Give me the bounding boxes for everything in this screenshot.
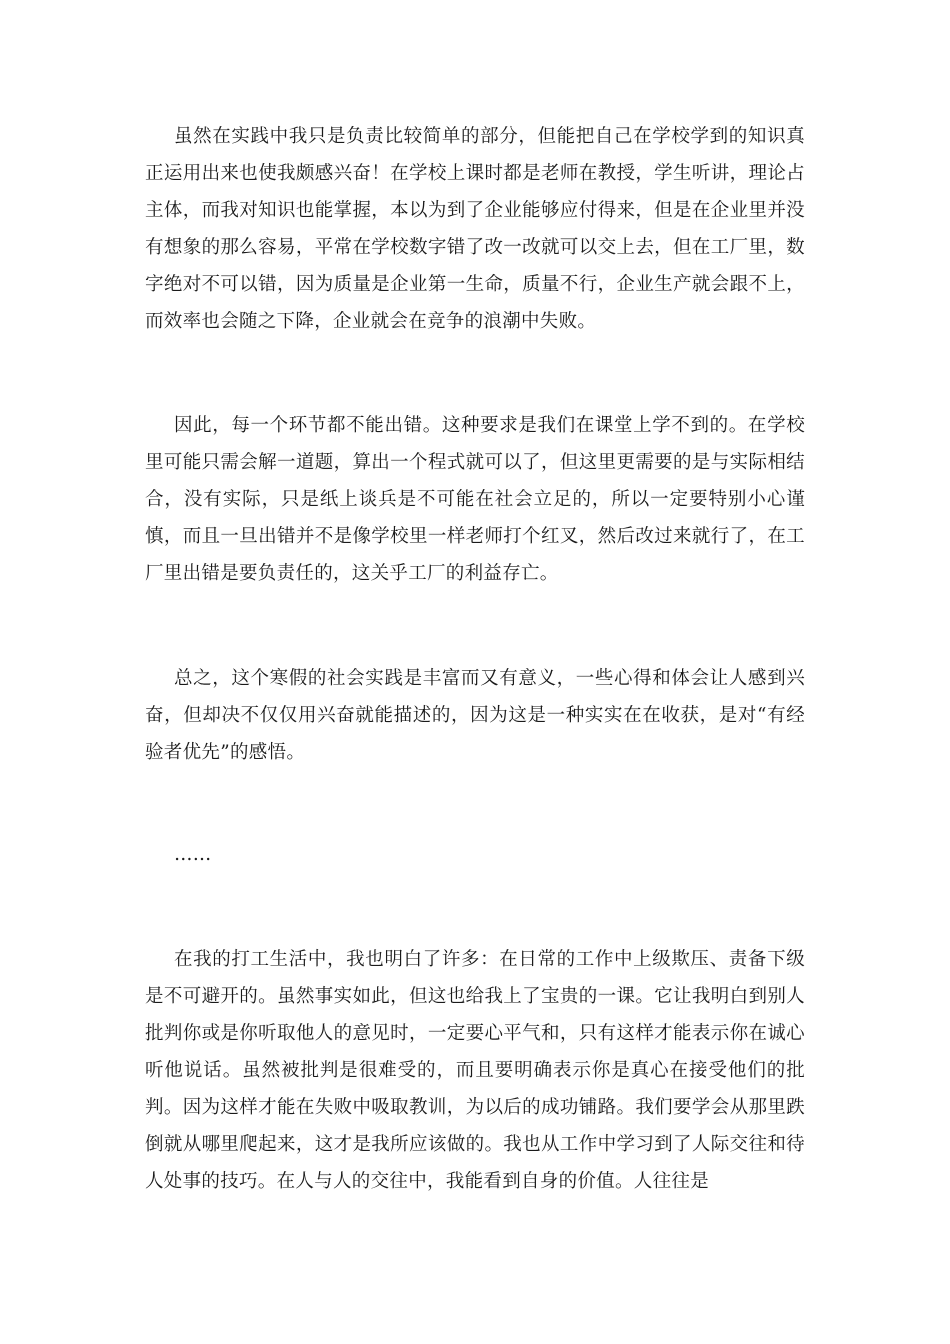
paragraph-4: 在我的打工生活中，我也明白了许多：在日常的工作中上级欺压、责备下级是不可避开的。虽然事实如此，但这也给我上了宝贵的一课。它让我明白到别人批判你或是你听取他人的意见时，一定要心平气和，只有这样才能表示你在诚心听他说话。虽然被批判是很难受的，而且要明确表示你是真心在接受他们的批判。因为这样才能在失败中吸取教训，为以后的成功铺路。我们要学会从那里跌倒就从哪里爬起来，这才是我所应该做的。我也从工作中学习到了人际交往和待人处事的技巧。在人与人的交往中，我能看到自身的价值。人往往是 <box>145 949 805 1192</box>
paragraph-1: 虽然在实践中我只是负责比较简单的部分，但能把自己在学校学到的知识真正运用出来也使我颇感兴奋！在学校上课时都是老师在教授，学生听讲，理论占主体，而我对知识也能掌握，本以为到了企业能够应付得来，但是在企业里并没有想象的那么容易，平常在学校数字错了改一改就可以交上去，但在工厂里，数字绝对不可以错，因为质量是企业第一生命，质量不行，企业生产就会跟不上，而效率也会随之下降，企业就会在竞争的浪潮中失败。 <box>145 126 805 332</box>
ellipsis-separator: …… <box>174 844 212 865</box>
paragraph-2: 因此，每一个环节都不能出错。这种要求是我们在课堂上学不到的。在学校里可能只需会解一道题，算出一个程式就可以了，但这里更需要的是与实际相结合，没有实际，只是纸上谈兵是不可能在社会立足的，所以一定要特别小心谨慎，而且一旦出错并不是像学校里一样老师打个红叉，然后改过来就行了，在工厂里出错是要负责任的，这关乎工厂的利益存亡。 <box>145 415 805 584</box>
paragraph-3: 总之，这个寒假的社会实践是丰富而又有意义，一些心得和体会让人感到兴奋，但却决不仅仅用兴奋就能描述的，因为这是一种实实在在收获，是对“有经验者优先”的感悟。 <box>145 668 805 763</box>
